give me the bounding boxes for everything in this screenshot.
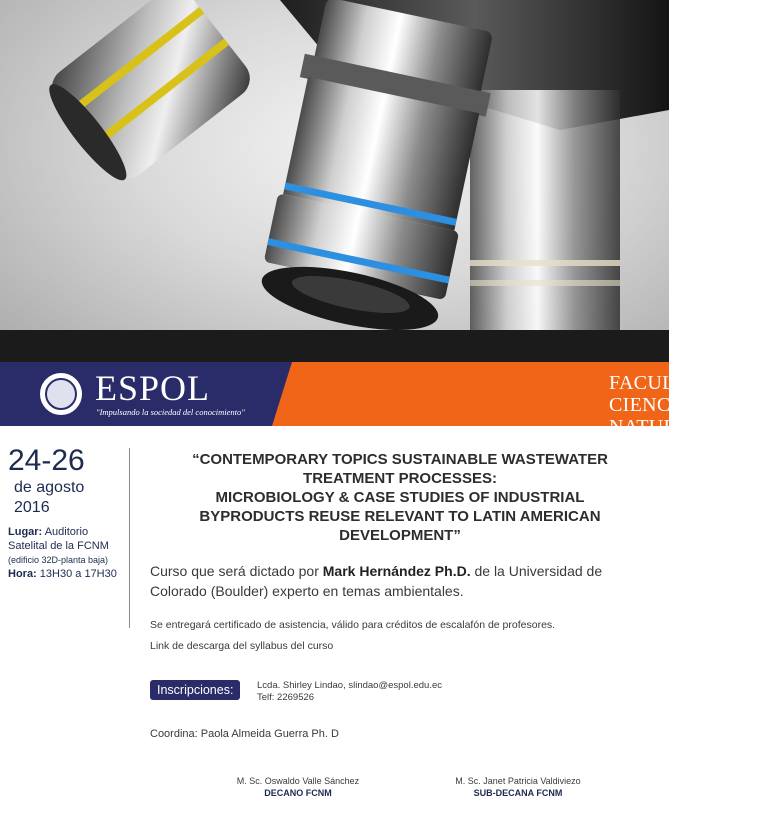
course-description [150, 561, 650, 601]
coordinator: Coordina: Paola Almeida Guerra Ph. D [150, 728, 339, 740]
event-location [8, 525, 128, 581]
faculty-panel [292, 362, 757, 460]
event-dates: 24-26 [8, 444, 85, 477]
registration-contact [257, 680, 442, 704]
title-line-5: DEVELOPMENT” [339, 527, 461, 544]
title-line-1: “CONTEMPORARY TOPICS SUSTAINABLE WASTEWATER [192, 451, 608, 468]
signature-dean [188, 775, 408, 799]
location-value: Auditorio Satelital de la FCNM [8, 526, 109, 552]
speaker-name: Mark Hernández Ph.D. [322, 563, 471, 579]
espol-logo-text: ESPOL [95, 368, 211, 408]
syllabus-link[interactable]: Link de descarga del syllabus del curso [150, 640, 334, 652]
contact-phone: Telf: 2269526 [257, 692, 315, 703]
espol-slogan: "Impulsando la sociedad del conocimiento" [96, 407, 245, 417]
contact-name-email: Lcda. Shirley Lindao, slindao@espol.edu.ec [257, 680, 442, 691]
time-label: Hora: [8, 568, 37, 580]
event-details [8, 445, 128, 581]
title-line-3: MICROBIOLOGY & CASE STUDIES OF INDUSTRIAL [215, 489, 585, 506]
title-line-4: BYPRODUCTS REUSE RELEVANT TO LATIN AMERICAN [199, 508, 601, 525]
course-suffix: de la Universidad de Colorado (Boulder) experto en temas ambientales. [150, 563, 603, 599]
subdean-role: SUB-DECANA FCNM [473, 788, 563, 798]
time-value: 13H30 a 17H30 [39, 568, 117, 580]
certificate-note: Se entregará certificado de asistencia, válido para créditos de escalafón de profesores. [150, 619, 556, 631]
faculty-line-1: FACULTAD DE CIENCIAS [609, 372, 746, 416]
subdean-name: M. Sc. Janet Patricia Valdiviezo [455, 776, 581, 786]
title-line-2: TREATMENT PROCESSES: [303, 470, 497, 487]
espol-seal-icon [40, 373, 82, 415]
microscope-illustration [0, 0, 669, 362]
registration-badge: Inscripciones: [150, 680, 240, 700]
location-label: Lugar: [8, 526, 43, 538]
dean-role: DECANO FCNM [264, 788, 332, 798]
event-month: de agosto [14, 479, 85, 496]
signature-subdean [408, 775, 628, 799]
course-prefix: Curso que será dictado por [150, 563, 319, 579]
faculty-line-2: NATURALES Y MATEMÁTICAS [609, 416, 757, 460]
espol-brand-panel [0, 362, 292, 426]
vertical-divider [129, 448, 130, 628]
course-title [140, 450, 660, 545]
location-detail: (edificio 32D-planta baja) [8, 555, 109, 565]
dean-name: M. Sc. Oswaldo Valle Sánchez [236, 776, 360, 786]
faculty-name [609, 372, 757, 460]
microscope-photo [0, 0, 669, 362]
event-year: 2016 [14, 499, 50, 516]
